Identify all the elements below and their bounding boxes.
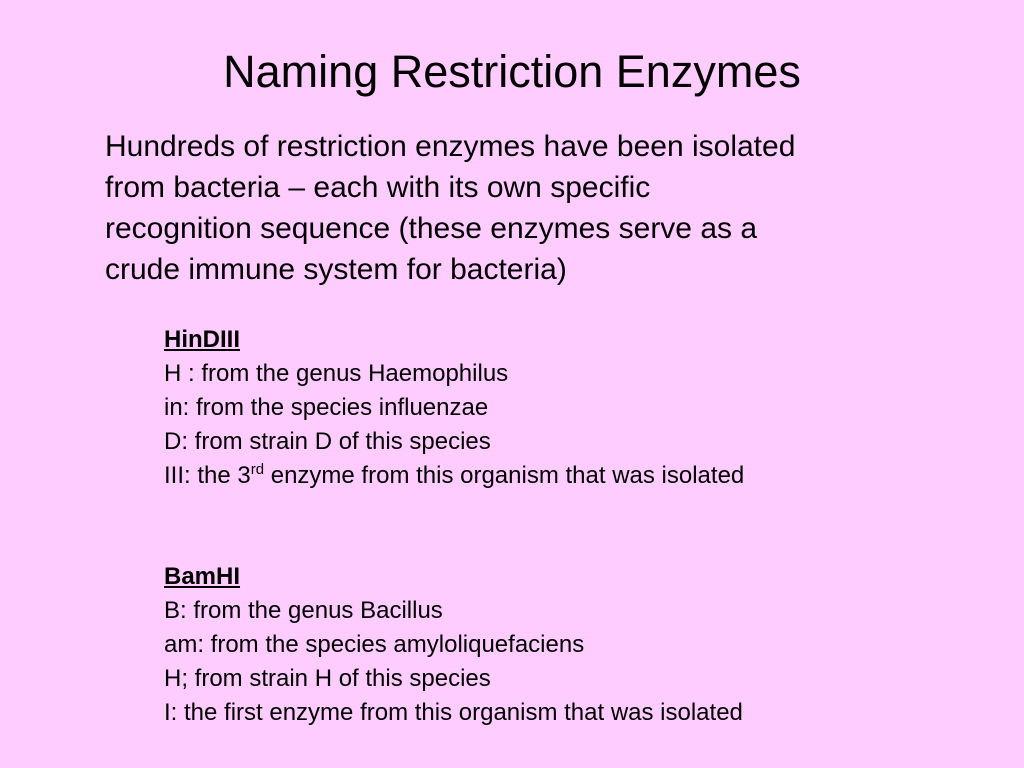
intro-paragraph xyxy=(105,126,925,290)
hindiii-line-iii xyxy=(164,459,924,493)
bamhi-block xyxy=(164,560,924,730)
slide-title: Naming Restriction Enzymes xyxy=(223,46,801,97)
hindiii-line-d: D: from strain D of this species xyxy=(164,428,491,455)
bamhi-line-am: am: from the species amyloliquefaciens xyxy=(164,631,585,658)
intro-line: from bacteria – each with its own specific xyxy=(105,171,651,204)
intro-line: Hundreds of restriction enzymes have been isolated xyxy=(105,130,796,163)
hindiii-line-iii-suffix: enzyme from this organism that was isolated xyxy=(264,462,745,489)
bamhi-name: BamHI xyxy=(164,563,241,590)
ordinal-superscript: rd xyxy=(250,461,265,478)
intro-line: crude immune system for bacteria) xyxy=(105,253,567,286)
hindiii-line-iii-prefix: III: the 3 xyxy=(164,462,251,489)
bamhi-line-i: I: the first enzyme from this organism that was isolated xyxy=(164,699,743,726)
hindiii-line-in: in: from the species influenzae xyxy=(164,394,489,421)
hindiii-line-h: H : from the genus Haemophilus xyxy=(164,360,509,387)
bamhi-line-b: B: from the genus Bacillus xyxy=(164,597,443,624)
intro-line: recognition sequence (these enzymes serve as a xyxy=(105,212,758,245)
hindiii-block xyxy=(164,323,924,493)
bamhi-line-h: H; from strain H of this species xyxy=(164,665,491,692)
hindiii-name: HinDIII xyxy=(164,326,240,353)
